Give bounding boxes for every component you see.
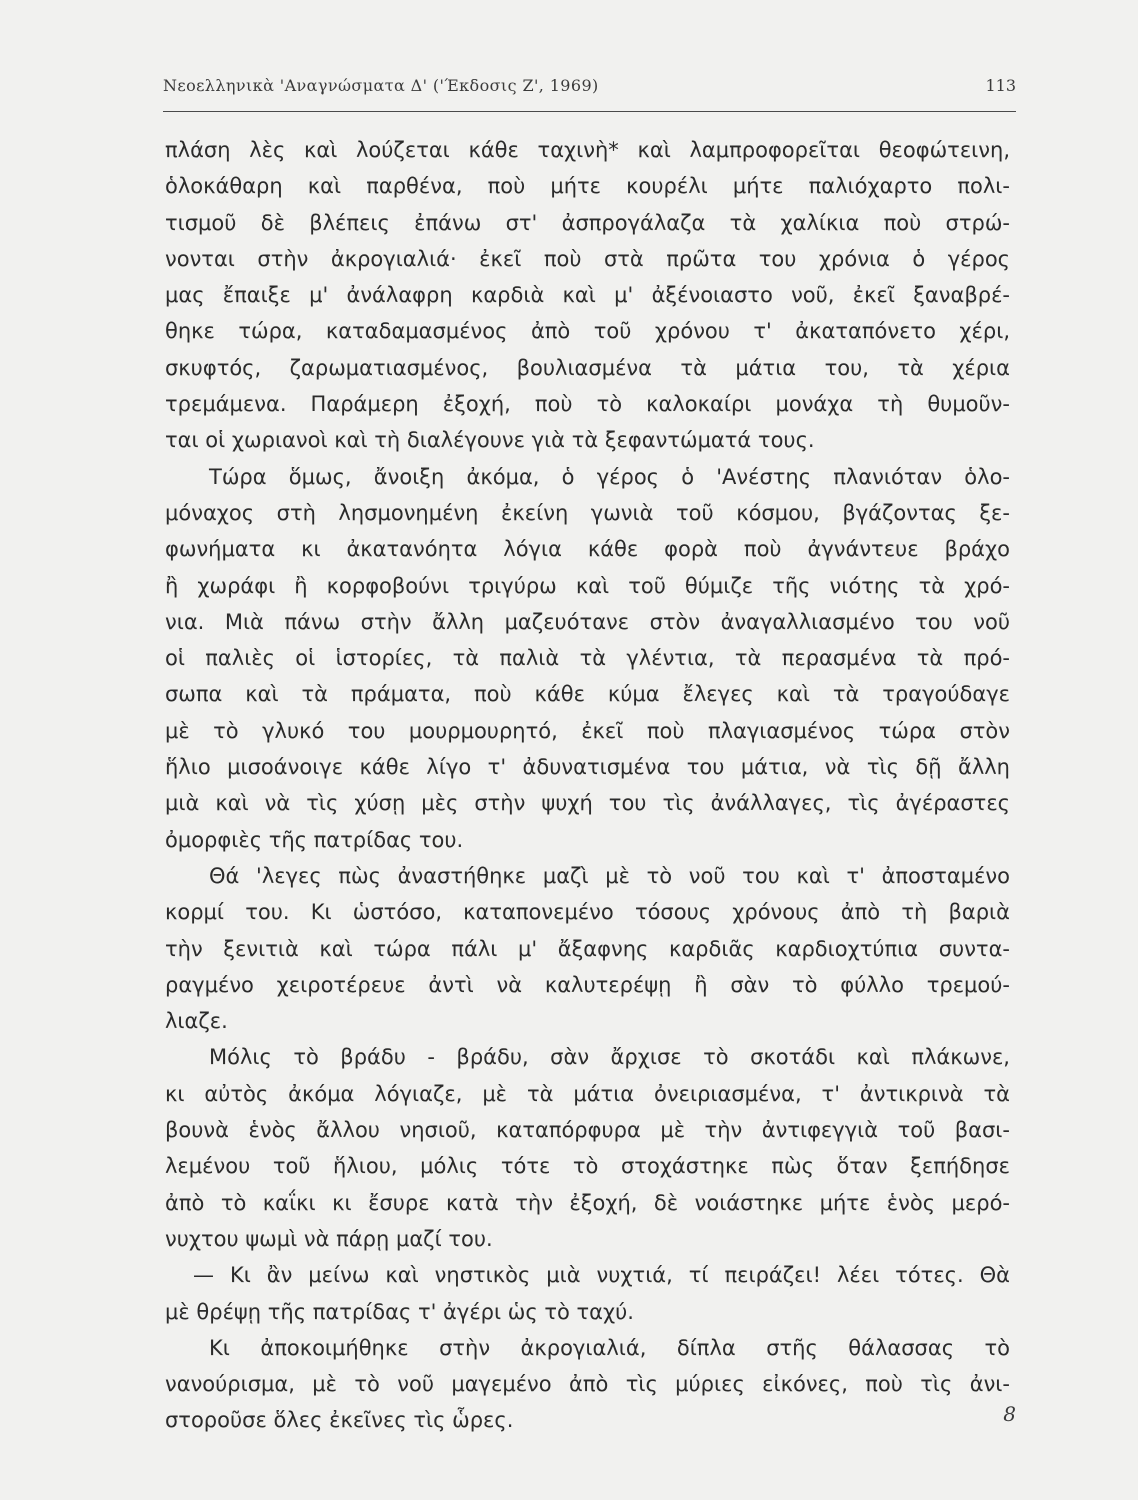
text-line: ἀπὸ τὸ καΐκι κι ἔσυρε κατὰ τὴν ἐξοχή, δὲ νοιάστηκε μήτε ἑνὸς μερό-: [165, 1190, 1010, 1215]
running-header: [163, 76, 1016, 100]
text-line: θηκε τώρα, καταδαμασμένος ἀπὸ τοῦ χρόνου τ' ἀκαταπόνετο χέρι,: [165, 319, 1010, 344]
text-line: οἱ παλιὲς οἱ ἱστορίες, τὰ παλιὰ τὰ γλέντια, τὰ περασμένα τὰ πρό-: [165, 646, 1010, 671]
body-text: [165, 132, 1010, 1439]
text-line: — Κι ἂν μείνω καὶ νηστικὸς μιὰ νυχτιά, τί πειράζει! λέει τότες. Θὰ: [193, 1263, 1010, 1288]
text-line: ἥλιο μισοάνοιγε κάθε λίγο τ' ἀδυνατισμένα του μάτια, νὰ τὶς δῇ ἄλλη: [165, 755, 1010, 780]
text-line: σωπα καὶ τὰ πράματα, ποὺ κάθε κύμα ἔλεγες καὶ τὰ τραγούδαγε: [165, 682, 1010, 707]
text-line: στοροῦσε ὅλες ἐκεῖνες τὶς ὧρες.: [165, 1408, 514, 1433]
signature-mark: 8: [1003, 1402, 1016, 1426]
text-line: λιαζε.: [165, 1009, 228, 1034]
text-line: τρεμάμενα. Παράμερη ἐξοχή, ποὺ τὸ καλοκαίρι μονάχα τὴ θυμοῦν-: [165, 392, 1010, 417]
text-line: μὲ τὸ γλυκό του μουρμουρητό, ἐκεῖ ποὺ πλαγιασμένος τώρα στὸν: [165, 718, 1010, 743]
text-line: κι αὐτὸς ἀκόμα λόγιαζε, μὲ τὰ μάτια ὀνειριασμένα, τ' ἀντικρινὰ τὰ: [165, 1081, 1010, 1106]
text-line: ὁλοκάθαρη καὶ παρθένα, ποὺ μήτε κουρέλι μήτε παλιόχαρτο πολι-: [165, 174, 1010, 199]
text-line: ται οἱ χωριανοὶ καὶ τὴ διαλέγουνε γιὰ τὰ ξεφαντώματά τους.: [165, 428, 815, 453]
text-line: ραγμένο χειροτέρευε ἀντὶ νὰ καλυτερέψῃ ἢ σὰν τὸ φύλλο τρεμού-: [165, 972, 1010, 997]
text-line: τισμοῦ δὲ βλέπεις ἐπάνω στ' ἀσπρογάλαζα τὰ χαλίκια ποὺ στρώ-: [165, 210, 1010, 235]
text-line: νανούρισμα, μὲ τὸ νοῦ μαγεμένο ἀπὸ τὶς μύριες εἰκόνες, ποὺ τὶς ἀνι-: [165, 1372, 1010, 1397]
header-title: Νεοελληνικὰ 'Αναγνώσματα Δ' ('Έκδοσις Ζ', 1969): [163, 76, 599, 95]
text-line: Κι ἀποκοιμήθηκε στὴν ἀκρογιαλιά, δίπλα στῆς θάλασσας τὸ: [209, 1335, 1010, 1360]
text-line: λεμένου τοῦ ἥλιου, μόλις τότε τὸ στοχάστηκε πὼς ὅταν ξεπήδησε: [165, 1154, 1010, 1179]
text-line: τὴν ξενιτιὰ καὶ τώρα πάλι μ' ἄξαφνης καρδιᾶς καρδιοχτύπια συντα-: [165, 936, 1010, 961]
text-line: Μόλις τὸ βράδυ - βράδυ, σὰν ἄρχισε τὸ σκοτάδι καὶ πλάκωνε,: [209, 1045, 1010, 1070]
text-line: σκυφτός, ζαρωματιασμένος, βουλιασμένα τὰ μάτια του, τὰ χέρια: [165, 355, 1010, 380]
header-rule: [163, 111, 1016, 112]
text-line: νυχτου ψωμὶ νὰ πάρῃ μαζί του.: [165, 1226, 493, 1251]
text-line: μιὰ καὶ νὰ τὶς χύσῃ μὲς στὴν ψυχή του τὶς ἀνάλλαγες, τὶς ἀγέραστες: [165, 791, 1010, 816]
text-line: βουνὰ ἑνὸς ἄλλου νησιοῦ, καταπόρφυρα μὲ τὴν ἀντιφεγγιὰ τοῦ βασι-: [165, 1118, 1010, 1143]
text-line: ὀμορφιὲς τῆς πατρίδας του.: [165, 827, 464, 852]
text-line: μόναχος στὴ λησμονημένη ἐκείνη γωνιὰ τοῦ κόσμου, βγάζοντας ξε-: [165, 500, 1010, 525]
text-line: Τώρα ὅμως, ἄνοιξη ἀκόμα, ὁ γέρος ὁ 'Ανέστης πλανιόταν ὁλο-: [209, 464, 1010, 489]
text-line: πλάση λὲς καὶ λούζεται κάθε ταχινὴ* καὶ λαμπροφορεῖται θεοφώτεινη,: [165, 138, 1010, 162]
text-line: μας ἔπαιξε μ' ἀνάλαφρη καρδιὰ καὶ μ' ἀξένοιαστο νοῦ, ἐκεῖ ξαναβρέ-: [165, 283, 1010, 308]
text-line: Θά 'λεγες πὼς ἀναστήθηκε μαζὶ μὲ τὸ νοῦ του καὶ τ' ἀποσταμένο: [209, 863, 1010, 888]
text-line: φωνήματα κι ἀκατανόητα λόγια κάθε φορὰ ποὺ ἀγνάντευε βράχο: [165, 537, 1010, 562]
text-line: νια. Μιὰ πάνω στὴν ἄλλη μαζευότανε στὸν ἀναγαλλιασμένο του νοῦ: [165, 609, 1010, 634]
text-line: νονται στὴν ἀκρογιαλιά· ἐκεῖ ποὺ στὰ πρῶτα του χρόνια ὁ γέρος: [165, 246, 1010, 271]
text-line: μὲ θρέψῃ τῆς πατρίδας τ' ἀγέρι ὡς τὸ ταχύ.: [165, 1299, 634, 1324]
page-number: 113: [985, 76, 1016, 95]
text-line: ἢ χωράφι ἢ κορφοβούνι τριγύρω καὶ τοῦ θύμιζε τῆς νιότης τὰ χρό-: [165, 573, 1010, 598]
text-line: κορμί του. Κι ὡστόσο, καταπονεμένο τόσους χρόνους ἀπὸ τὴ βαριὰ: [165, 900, 1010, 925]
